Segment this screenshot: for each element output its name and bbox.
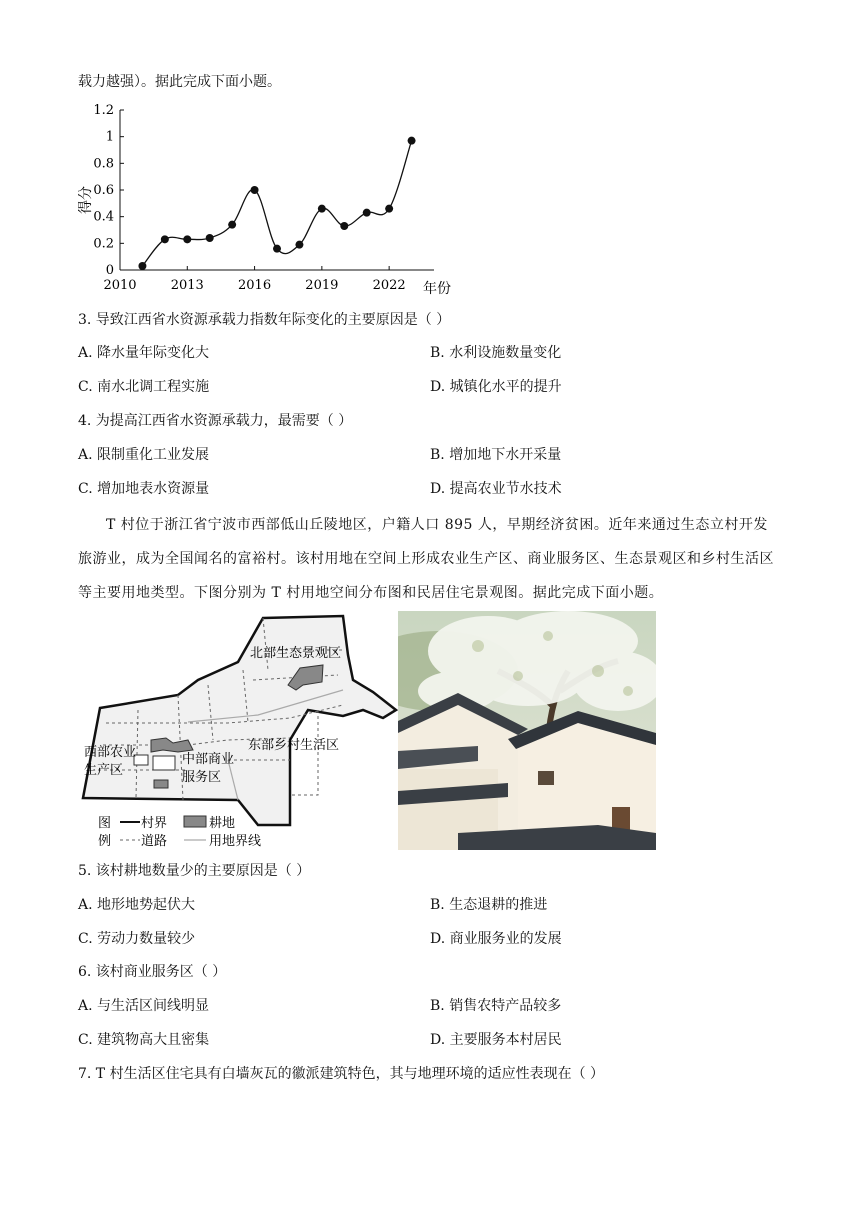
central-zone-label-1: 中部商业 (182, 752, 235, 767)
y-axis-label: 得分 (78, 186, 94, 214)
y-tick-label: 0 (105, 263, 114, 278)
x-tick-label: 2016 (238, 278, 272, 293)
x-tick-label: 2019 (305, 278, 339, 293)
chart-marks (138, 137, 415, 270)
y-tick-label: 1.2 (93, 103, 114, 118)
building-outline (134, 755, 148, 765)
q5-option-a[interactable]: A. 地形地势起伏大 (78, 897, 196, 913)
map-legend (98, 815, 261, 849)
q3-option-a[interactable]: A. 降水量年际变化大 (78, 345, 210, 361)
data-point (228, 221, 236, 229)
legend-village-boundary: 村界 (141, 816, 168, 831)
building-outline (153, 756, 175, 770)
data-point (340, 222, 348, 230)
legend-road: 道路 (141, 834, 168, 849)
q7-stem: 7. T 村生活区住宅具有白墙灰瓦的徽派建筑特色，其与地理环境的适应性表现在（ ） (78, 1066, 605, 1082)
legend-farmland: 耕地 (209, 816, 236, 831)
data-point (295, 241, 303, 249)
q4-option-b[interactable]: B. 增加地下水开采量 (430, 447, 562, 463)
q4-stem: 4. 为提高江西省水资源承载力，最需要（ ） (78, 413, 353, 429)
q6-option-a[interactable]: A. 与生活区间线明显 (78, 998, 210, 1014)
y-tick-label: 0.2 (93, 236, 114, 252)
legend-landuse-boundary: 用地界线 (209, 834, 262, 849)
legend-title-2: 例 (98, 834, 112, 849)
x-axis-label: 年份 (423, 281, 451, 297)
hui-style-house-photo (398, 611, 656, 850)
q6-option-b[interactable]: B. 销售农特产品较多 (430, 998, 562, 1014)
y-tick-label: 1 (105, 129, 114, 145)
central-zone-label-2: 服务区 (182, 770, 222, 785)
q6-stem: 6. 该村商业服务区（ ） (78, 964, 227, 980)
q5-option-b[interactable]: B. 生态退耕的推进 (430, 897, 548, 913)
data-point (363, 209, 371, 217)
q3-option-d[interactable]: D. 城镇化水平的提升 (430, 379, 562, 395)
q5-stem: 5. 该村耕地数量少的主要原因是（ ） (78, 863, 311, 879)
data-point (161, 235, 169, 243)
x-tick-label: 2013 (170, 278, 204, 293)
east-zone-label: 东部乡村生活区 (248, 738, 340, 753)
data-point (273, 245, 281, 253)
intro-tail: 载力越强）。据此完成下面小题。 (78, 74, 281, 90)
data-point (408, 137, 416, 145)
west-zone-label-1: 西部农业 (84, 745, 137, 760)
q3-option-c[interactable]: C. 南水北调工程实施 (78, 379, 210, 395)
data-point (183, 235, 191, 243)
y-tick-label: 0.6 (93, 183, 114, 198)
data-point (385, 205, 393, 213)
west-zone-label-2: 生产区 (84, 763, 124, 778)
x-tick-label: 2022 (372, 278, 406, 293)
village-boundary (83, 616, 396, 825)
y-tick-label: 0.8 (93, 156, 114, 172)
q4-option-c[interactable]: C. 增加地表水资源量 (78, 481, 210, 497)
water-carrying-capacity-chart (78, 100, 468, 300)
q6-option-c[interactable]: C. 建筑物高大且密集 (78, 1032, 210, 1048)
q5-option-d[interactable]: D. 商业服务业的发展 (430, 931, 562, 947)
legend-title-1: 图 (98, 816, 112, 831)
passage: T 村位于浙江省宁波市西部低山丘陵地区，户籍人口 895 人，早期经济贫困。近年来通过生态立村开发旅游业，成为全国闻名的富裕村。该村用地在空间上形成农业生产区、商业服务区、生态景观区和乡村生活区等主要用地类型。下图分别为 T 村用地空间分布图和民居住宅景观图。据此完成下面小题。 (78, 517, 774, 601)
x-tick-label: 2010 (103, 278, 137, 293)
land-use-map (78, 610, 398, 850)
q4-option-d[interactable]: D. 提高农业节水技术 (430, 481, 562, 497)
north-zone-label: 北部生态景观区 (250, 646, 342, 661)
q4-option-a[interactable]: A. 限制重化工业发展 (78, 447, 210, 463)
y-tick-label: 0.4 (93, 209, 114, 225)
data-point (206, 234, 214, 242)
data-point (251, 186, 259, 194)
q3-option-b[interactable]: B. 水利设施数量变化 (430, 345, 562, 361)
data-point (318, 205, 326, 213)
data-point (138, 262, 146, 270)
q3-stem: 3. 导致江西省水资源承载力指数年际变化的主要原因是（ ） (78, 312, 451, 328)
q5-option-c[interactable]: C. 劳动力数量较少 (78, 931, 196, 947)
q6-option-d[interactable]: D. 主要服务本村居民 (430, 1032, 562, 1048)
